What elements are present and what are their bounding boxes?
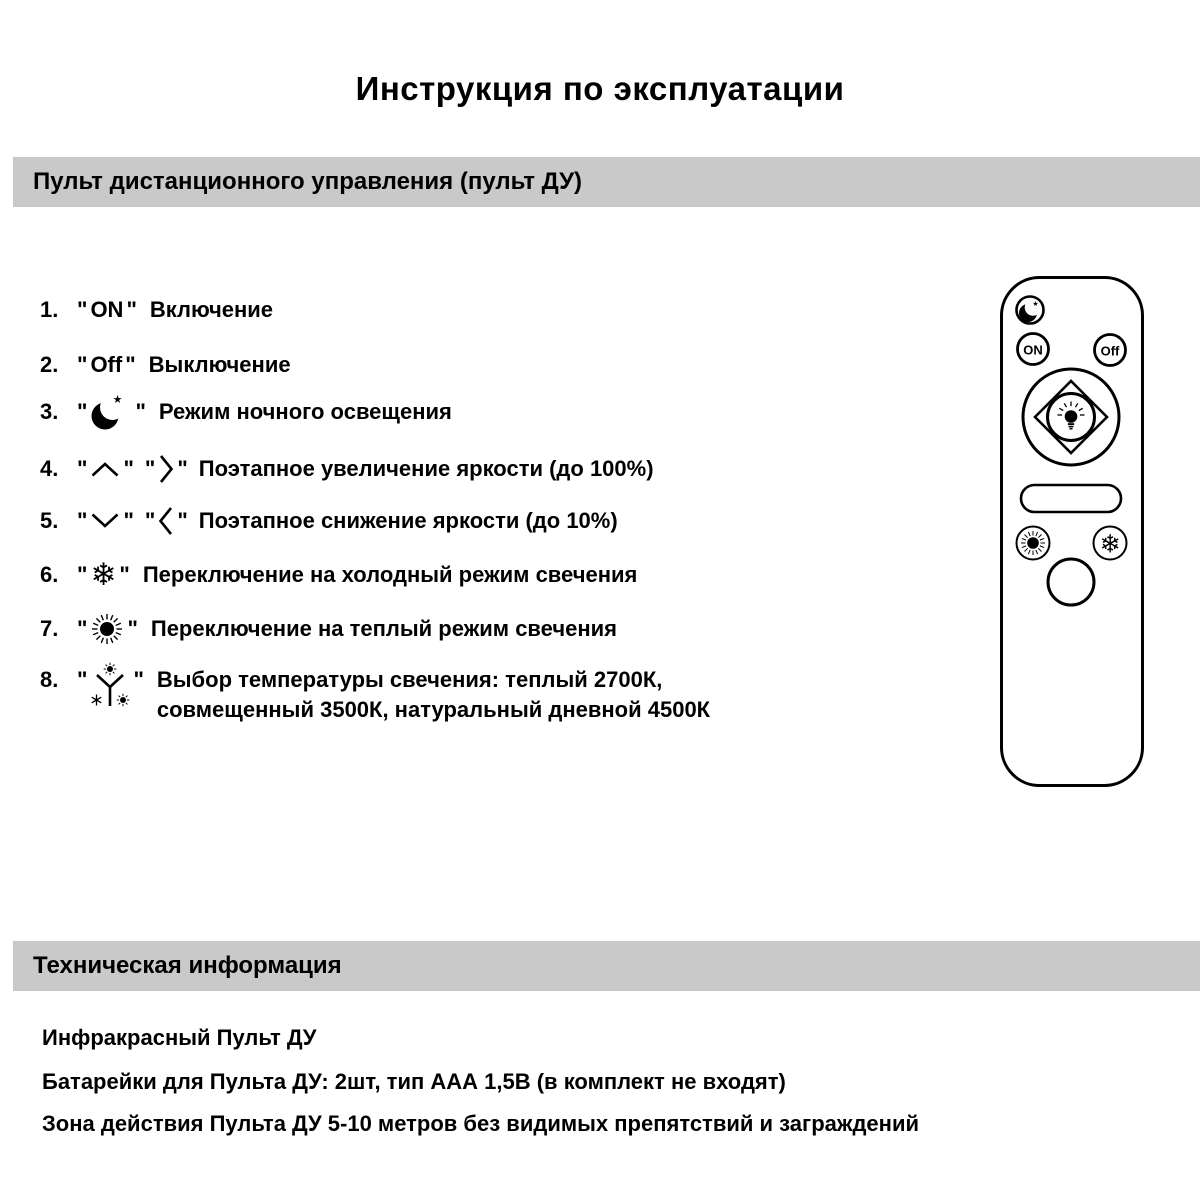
quote-mark: ": [123, 456, 134, 481]
quote-mark: ": [144, 456, 156, 481]
quote-mark: ": [77, 508, 88, 533]
quote-mark: ": [144, 508, 156, 533]
item-number: 4.: [40, 456, 59, 481]
off-token: Off: [90, 352, 123, 377]
section-header-remote: [13, 157, 1200, 207]
temperature-select-icon: [90, 662, 130, 710]
remote-night-mode-button: [1017, 297, 1044, 324]
remote-warm-mode-button: [1017, 527, 1050, 560]
snowflake-icon: ❄: [90, 556, 117, 593]
item-label-line2: совмещенный 3500К, натуральный дневной 4500К: [156, 697, 711, 722]
item-number: 1.: [40, 297, 59, 322]
tech-line-batteries: Батарейки для Пульта ДУ: 2шт, тип ААА 1,5В (в комплект не входят): [42, 1069, 786, 1094]
list-item-brightness-down: [40, 504, 618, 538]
item-label-line1: Выбор температуры свечения: теплый 2700К,: [156, 667, 663, 692]
quote-mark: ": [77, 616, 88, 641]
quote-mark: ": [77, 667, 88, 692]
list-item-off: [40, 348, 291, 382]
star-glyph: ★: [113, 393, 123, 406]
warm-sun-icon: [1027, 537, 1039, 549]
item-number: 7.: [40, 616, 59, 641]
quote-mark: ": [177, 508, 188, 533]
quote-mark: ": [77, 456, 88, 481]
item-label: Переключение на холодный режим свечения: [142, 562, 638, 587]
chevron-right-icon: [158, 453, 174, 485]
quote-mark: ": [127, 616, 138, 641]
list-item-on: [40, 293, 273, 327]
item-label: [157, 665, 710, 725]
quote-mark: ": [77, 352, 88, 377]
item-number: 2.: [40, 352, 59, 377]
quote-mark: ": [123, 508, 134, 533]
moon-icon: [90, 390, 132, 434]
list-item-night-mode: [40, 395, 452, 429]
list-item-brightness-up: [40, 452, 654, 486]
item-label: Поэтапное увеличение яркости (до 100%): [198, 456, 654, 481]
list-item-cold-mode: [40, 558, 637, 592]
quote-mark: ": [135, 399, 146, 424]
remote-control-illustration: [995, 270, 1155, 800]
item-number: 3.: [40, 399, 59, 424]
item-number: 5.: [40, 508, 59, 533]
chevron-down-icon: [90, 512, 120, 530]
tech-line-remote-type: Инфракрасный Пульт ДУ: [42, 1025, 317, 1050]
item-number: 8.: [40, 667, 59, 692]
snowflake-icon: ❄: [1099, 529, 1121, 559]
list-item-color-temperature: [40, 665, 710, 725]
item-label: Включение: [149, 297, 274, 322]
item-label: Переключение на теплый режим свечения: [150, 616, 618, 641]
off-button-label: Off: [1100, 343, 1120, 359]
on-button-label: ON: [1023, 342, 1043, 358]
list-item-warm-mode: [40, 612, 617, 646]
quote-mark: ": [177, 456, 188, 481]
item-number: 6.: [40, 562, 59, 587]
section-header-remote-label: Пульт дистанционного управления (пульт ДУ): [33, 168, 582, 195]
quote-mark: ": [133, 667, 144, 692]
quote-mark: ": [126, 297, 137, 322]
section-header-tech: [13, 941, 1200, 991]
on-token: ON: [90, 297, 124, 322]
quote-mark: ": [125, 352, 136, 377]
star-glyph: ★: [1032, 300, 1039, 308]
chevron-up-icon: [90, 460, 120, 478]
quote-mark: ": [77, 399, 88, 424]
item-label: Поэтапное снижение яркости (до 10%): [198, 508, 618, 533]
quote-mark: ": [77, 297, 88, 322]
warm-sun-icon: [90, 612, 124, 646]
section-header-tech-label: Техническая информация: [33, 952, 342, 979]
item-label: Выключение: [148, 352, 291, 377]
page-title: Инструкция по эксплуатации: [355, 70, 845, 107]
quote-mark: ": [119, 562, 130, 587]
quote-mark: ": [77, 562, 88, 587]
item-label: Режим ночного освещения: [158, 399, 452, 424]
tech-line-range: Зона действия Пульта ДУ 5-10 метров без видимых препятствий и заграждений: [42, 1111, 920, 1136]
chevron-left-icon: [158, 505, 174, 537]
